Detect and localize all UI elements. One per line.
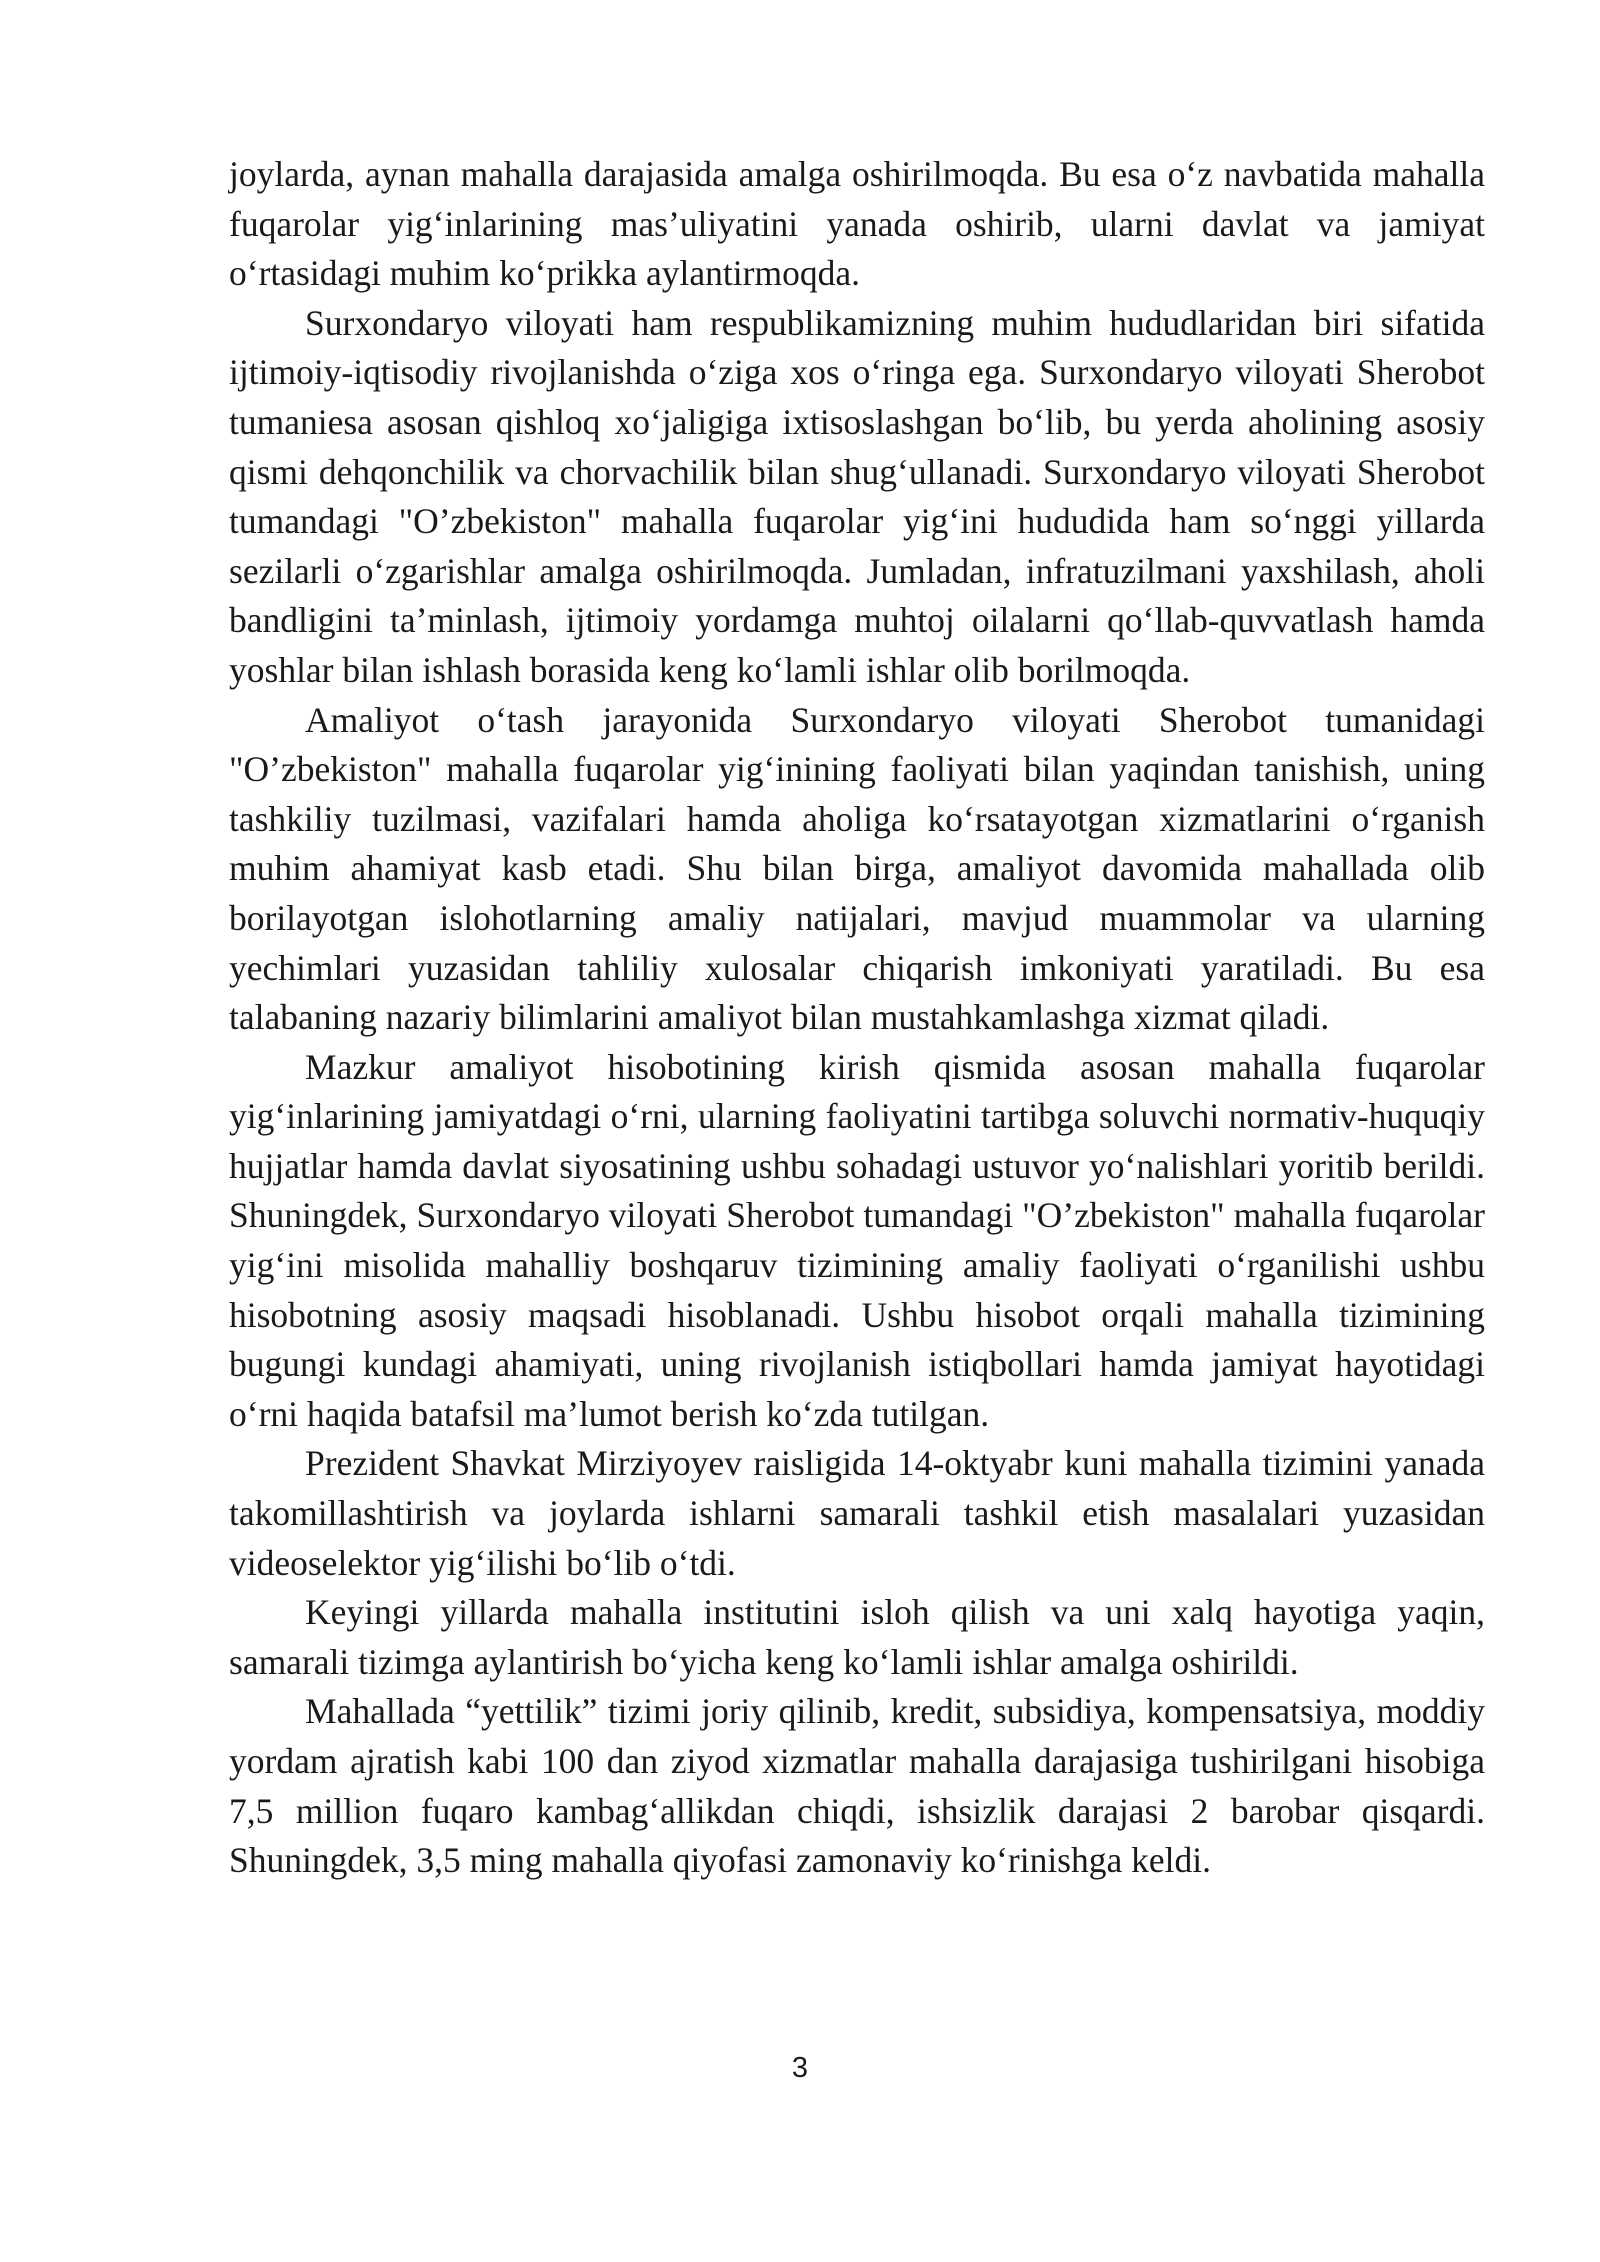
paragraph-surxondaryo-region: Surxondaryo viloyati ham respublikamizning muhim hududlaridan biri sifatida ijtimoiy-iqtisodiy rivojlanishda o‘ziga xos o‘ringa ega. Surxondaryo viloyati Sherobot tumaniesa asosan qishloq xo‘jaligiga ixtisoslashgan bo‘lib, bu yerda aholining asosiy qismi dehqonchilik va chorvachilik bilan shug‘ullanadi. Surxondaryo viloyati Sherobot tumandagi "O’zbekiston" mahalla fuqarolar yig‘ini hududida ham so‘nggi yillarda sezilarli o‘zgarishlar amalga oshirilmoqda. Jumladan, infratuzilmani yaxshilash, aholi bandligini ta’minlash, ijtimoiy yordamga muhtoj oilalarni qo‘llab-quvvatlash hamda yoshlar bilan ishlash borasida keng ko‘lamli ishlar olib borilmoqda. [229,302,1485,690]
paragraph-yettilik-system: Mahallada “yettilik” tizimi joriy qilinib, kredit, subsidiya, kompensatsiya, moddiy yordam ajratish kabi 100 dan ziyod xizmatlar mahalla darajasiga tushirilgani hisobiga 7,5 million fuqaro kambag‘allikdan chiqdi, ishsizlik darajasi 2 barobar qisqardi. Shuningdek, 3,5 ming mahalla qiyofasi zamonaviy ko‘rinishga keldi. [229,1691,1485,1881]
paragraph-report-introduction: Mazkur amaliyot hisobotining kirish qismida asosan mahalla fuqarolar yig‘inlarining jamiyatdagi o‘rni, ularning faoliyatini tartibga soluvchi normativ-huquqiy hujjatlar hamda davlat siyosatining ushbu sohadagi ustuvor yo‘nalishlari yoritib berildi. Shuningdek, Surxondaryo viloyati Sherobot tumandagi "O’zbekiston" mahalla fuqarolar yig‘ini misolida mahalliy boshqaruv tizimining amaliy faoliyati o‘rganilishi ushbu hisobotning asosiy maqsadi hisoblanadi. Ushbu hisobot orqali mahalla tizimining bugungi kundagi ahamiyati, uning rivojlanish istiqbollari hamda jamiyat hayotidagi o‘rni haqida batafsil ma’lumot berish ko‘zda tutilgan. [229,1046,1485,1434]
paragraph-internship-process: Amaliyot o‘tash jarayonida Surxondaryo viloyati Sherobot tumanidagi "O’zbekiston" mahalla fuqarolar yig‘inining faoliyati bilan yaqindan tanishish, uning tashkiliy tuzilmasi, vazifalari hamda aholiga ko‘rsatayotgan xizmatlarini o‘rganish muhim ahamiyat kasb etadi. Shu bilan birga, amaliyot davomida mahallada olib borilayotgan islohotlarning amaliy natijalari, mavjud muammolar va ularning yechimlari yuzasidan tahliliy xulosalar chiqarish imkoniyati yaratiladi. Bu esa talabaning nazariy bilimlarini amaliyot bilan mustahkamlashga xizmat qiladi. [229,699,1485,1038]
paragraph-mahalla-reform: Keyingi yillarda mahalla institutini isloh qilish va uni xalq hayotiga yaqin, samarali tizimga aylantirish bo‘yicha keng ko‘lamli ishlar amalga oshirildi. [229,1592,1485,1682]
page-number: 3 [791,2052,809,2084]
paragraph-president-meeting: Prezident Shavkat Mirziyoyev raisligida 14-oktyabr kuni mahalla tizimini yanada takomillashtirish va joylarda ishlarni samarali tashkil etish masalalari yuzasidan videoselektor yig‘ilishi bo‘lib o‘tdi. [229,1443,1485,1583]
body-text [229,150,1485,1886]
paragraph-continued: joylarda, aynan mahalla darajasida amalga oshirilmoqda. Bu esa o‘z navbatida mahalla fuqarolar yig‘inlarining mas’uliyatini yanada oshirib, ularni davlat va jamiyat o‘rtasidagi muhim ko‘prikka aylantirmoqda. [229,154,1485,294]
